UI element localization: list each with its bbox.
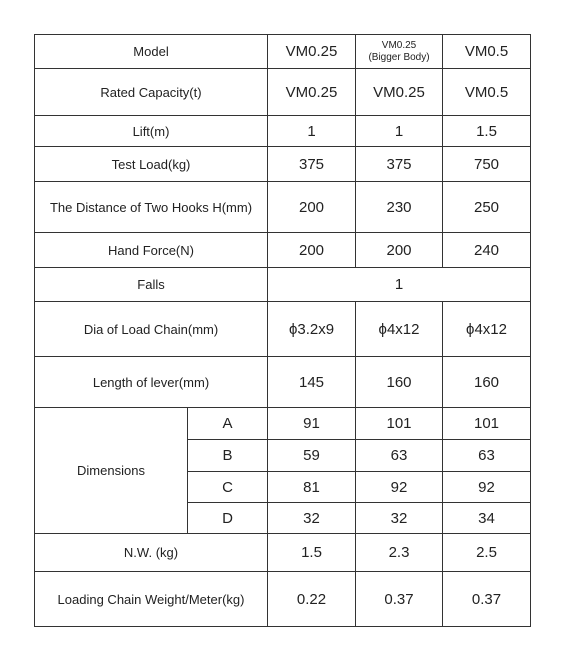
dimension-key: A bbox=[188, 408, 268, 440]
chain-weight-row bbox=[35, 572, 531, 627]
test-load-row bbox=[35, 147, 531, 182]
hook-distance-row bbox=[35, 182, 531, 233]
load-chain-dia-value: ϕ3.2x9 bbox=[268, 302, 356, 357]
lever-length-value: 160 bbox=[443, 357, 531, 408]
net-weight-value: 1.5 bbox=[268, 534, 356, 572]
model-vm025: VM0.25 bbox=[268, 35, 356, 69]
dimension-value: 63 bbox=[356, 440, 443, 472]
hook-distance-value: 250 bbox=[443, 182, 531, 233]
dimension-value: 81 bbox=[268, 472, 356, 503]
lift-value: 1.5 bbox=[443, 116, 531, 147]
dimension-value: 32 bbox=[268, 503, 356, 534]
spec-table bbox=[34, 34, 531, 627]
dimensions-label: Dimensions bbox=[35, 408, 188, 534]
chain-weight-value: 0.37 bbox=[443, 572, 531, 627]
dimension-key: C bbox=[188, 472, 268, 503]
test-load-value: 375 bbox=[268, 147, 356, 182]
load-chain-dia-value: ϕ4x12 bbox=[443, 302, 531, 357]
hand-force-row bbox=[35, 233, 531, 268]
falls-row bbox=[35, 268, 531, 302]
model-vm025-bigger bbox=[356, 35, 443, 69]
chain-weight-label: Loading Chain Weight/Meter(kg) bbox=[35, 572, 268, 627]
lever-length-label: Length of lever(mm) bbox=[35, 357, 268, 408]
lever-length-row bbox=[35, 357, 531, 408]
dimension-value: 92 bbox=[356, 472, 443, 503]
load-chain-dia-value: ϕ4x12 bbox=[356, 302, 443, 357]
dimension-value: 91 bbox=[268, 408, 356, 440]
net-weight-row bbox=[35, 534, 531, 572]
chain-weight-value: 0.37 bbox=[356, 572, 443, 627]
dimension-value: 32 bbox=[356, 503, 443, 534]
test-load-value: 375 bbox=[356, 147, 443, 182]
chain-weight-value: 0.22 bbox=[268, 572, 356, 627]
lever-length-value: 160 bbox=[356, 357, 443, 408]
load-chain-dia-row bbox=[35, 302, 531, 357]
dimension-value: 92 bbox=[443, 472, 531, 503]
lift-value: 1 bbox=[268, 116, 356, 147]
hook-distance-label: The Distance of Two Hooks H(mm) bbox=[35, 182, 268, 233]
net-weight-label: N.W. (kg) bbox=[35, 534, 268, 572]
dimension-key: D bbox=[188, 503, 268, 534]
hand-force-label: Hand Force(N) bbox=[35, 233, 268, 268]
hand-force-value: 200 bbox=[268, 233, 356, 268]
rated-capacity-value: VM0.5 bbox=[443, 69, 531, 116]
model-vm025-bigger-subtitle: (Bigger Body) bbox=[368, 51, 430, 63]
dimension-row-a bbox=[35, 408, 531, 440]
hook-distance-value: 200 bbox=[268, 182, 356, 233]
load-chain-dia-label: Dia of Load Chain(mm) bbox=[35, 302, 268, 357]
falls-value: 1 bbox=[268, 268, 531, 302]
dimension-value: 101 bbox=[443, 408, 531, 440]
hook-distance-value: 230 bbox=[356, 182, 443, 233]
dimension-key: B bbox=[188, 440, 268, 472]
rated-capacity-value: VM0.25 bbox=[356, 69, 443, 116]
dimension-value: 34 bbox=[443, 503, 531, 534]
model-vm025-bigger-title: VM0.25 bbox=[381, 39, 417, 51]
rated-capacity-value: VM0.25 bbox=[268, 69, 356, 116]
net-weight-value: 2.3 bbox=[356, 534, 443, 572]
model-label: Model bbox=[35, 35, 268, 69]
rated-capacity-label: Rated Capacity(t) bbox=[35, 69, 268, 116]
hand-force-value: 240 bbox=[443, 233, 531, 268]
dimension-value: 101 bbox=[356, 408, 443, 440]
model-vm05: VM0.5 bbox=[443, 35, 531, 69]
falls-label: Falls bbox=[35, 268, 268, 302]
dimension-value: 63 bbox=[443, 440, 531, 472]
dimension-value: 59 bbox=[268, 440, 356, 472]
test-load-label: Test Load(kg) bbox=[35, 147, 268, 182]
lift-label: Lift(m) bbox=[35, 116, 268, 147]
rated-capacity-row bbox=[35, 69, 531, 116]
lift-value: 1 bbox=[356, 116, 443, 147]
lift-row bbox=[35, 116, 531, 147]
header-row bbox=[35, 35, 531, 69]
test-load-value: 750 bbox=[443, 147, 531, 182]
net-weight-value: 2.5 bbox=[443, 534, 531, 572]
lever-length-value: 145 bbox=[268, 357, 356, 408]
hand-force-value: 200 bbox=[356, 233, 443, 268]
